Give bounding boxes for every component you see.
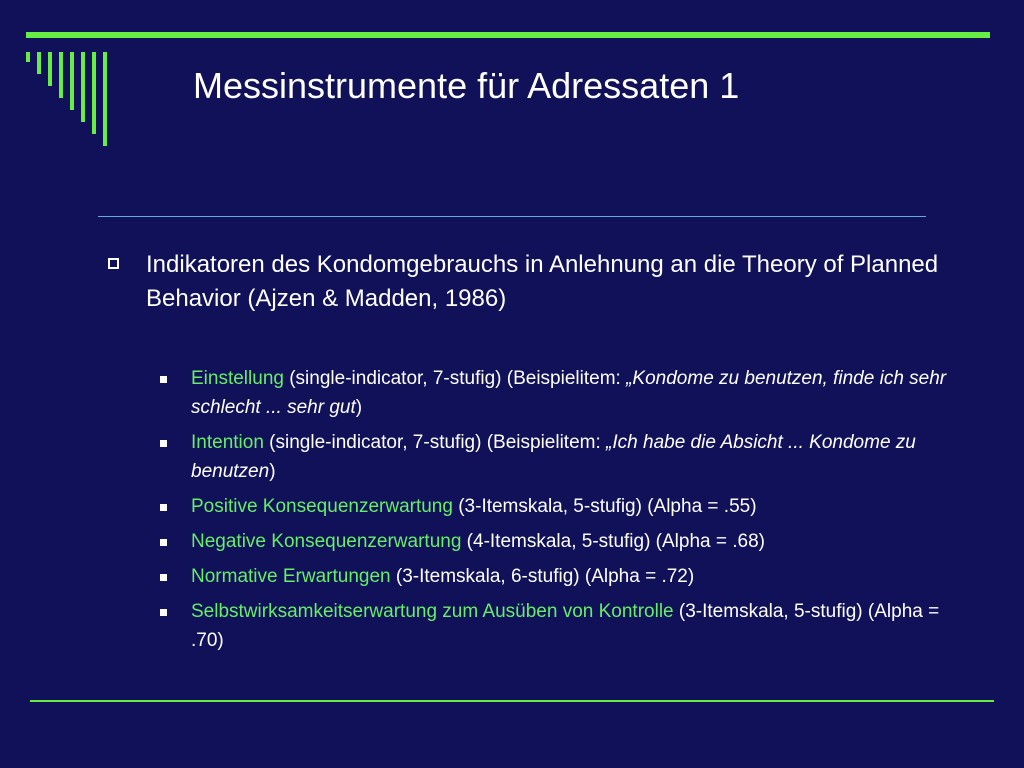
deco-bar-7 <box>92 52 96 134</box>
slide-title: Messinstrumente für Adressaten 1 <box>193 65 740 106</box>
bottom-accent-line <box>30 700 994 702</box>
list-item <box>160 492 960 521</box>
item-example: „Kondome zu benutzen, finde ich sehr schlecht ... sehr gut <box>191 368 947 418</box>
item-term: Normative Erwartungen <box>191 566 391 587</box>
list-item <box>160 527 960 556</box>
list-item <box>160 562 960 591</box>
title-divider <box>98 216 926 217</box>
list-item <box>160 597 960 655</box>
item-detail: (single-indicator, 7-stufig) (Beispielitem: <box>263 432 607 453</box>
item-tail: ) <box>355 397 363 418</box>
top-accent-line <box>26 32 990 38</box>
deco-bar-2 <box>37 52 41 74</box>
main-bullet-text: Indikatoren des Kondomgebrauchs in Anlehnung an die Theory of Planned Behavior (Ajzen & Madden, 1986) <box>146 251 939 312</box>
deco-bar-8 <box>103 52 107 146</box>
item-term: Einstellung <box>191 368 284 389</box>
item-tail: ) <box>269 461 276 482</box>
item-example: „Ich habe die Absicht ... Kondome zu benutzen <box>191 432 916 482</box>
item-term: Selbstwirksamkeitserwartung zum Ausüben von Kontrolle <box>191 601 674 622</box>
item-detail: (3-Itemskala, 5-stufig) (Alpha = .70) <box>191 601 940 651</box>
deco-bar-5 <box>70 52 74 110</box>
list-item <box>160 428 960 486</box>
deco-bar-3 <box>48 52 52 86</box>
square-bullet-icon <box>160 440 167 447</box>
indicator-list <box>160 364 960 661</box>
item-detail: (3-Itemskala, 5-stufig) (Alpha = .55) <box>452 496 757 517</box>
item-detail: (single-indicator, 7-stufig) (Beispielitem: <box>283 368 627 389</box>
deco-bar-4 <box>59 52 63 98</box>
item-detail: (4-Itemskala, 5-stufig) (Alpha = .68) <box>461 531 765 552</box>
deco-bar-6 <box>81 52 85 122</box>
square-bullet-icon <box>160 539 167 546</box>
item-term: Positive Konsequenzerwartung <box>191 496 453 517</box>
list-item <box>160 364 960 422</box>
square-bullet-icon <box>160 376 167 383</box>
square-bullet-icon <box>160 609 167 616</box>
item-detail: (3-Itemskala, 6-stufig) (Alpha = .72) <box>390 566 695 587</box>
item-term: Intention <box>191 432 264 453</box>
square-bullet-icon <box>160 504 167 511</box>
item-term: Negative Konsequenzerwartung <box>191 531 462 552</box>
deco-bar-1 <box>26 52 30 62</box>
hollow-square-bullet-icon <box>108 258 119 269</box>
square-bullet-icon <box>160 574 167 581</box>
